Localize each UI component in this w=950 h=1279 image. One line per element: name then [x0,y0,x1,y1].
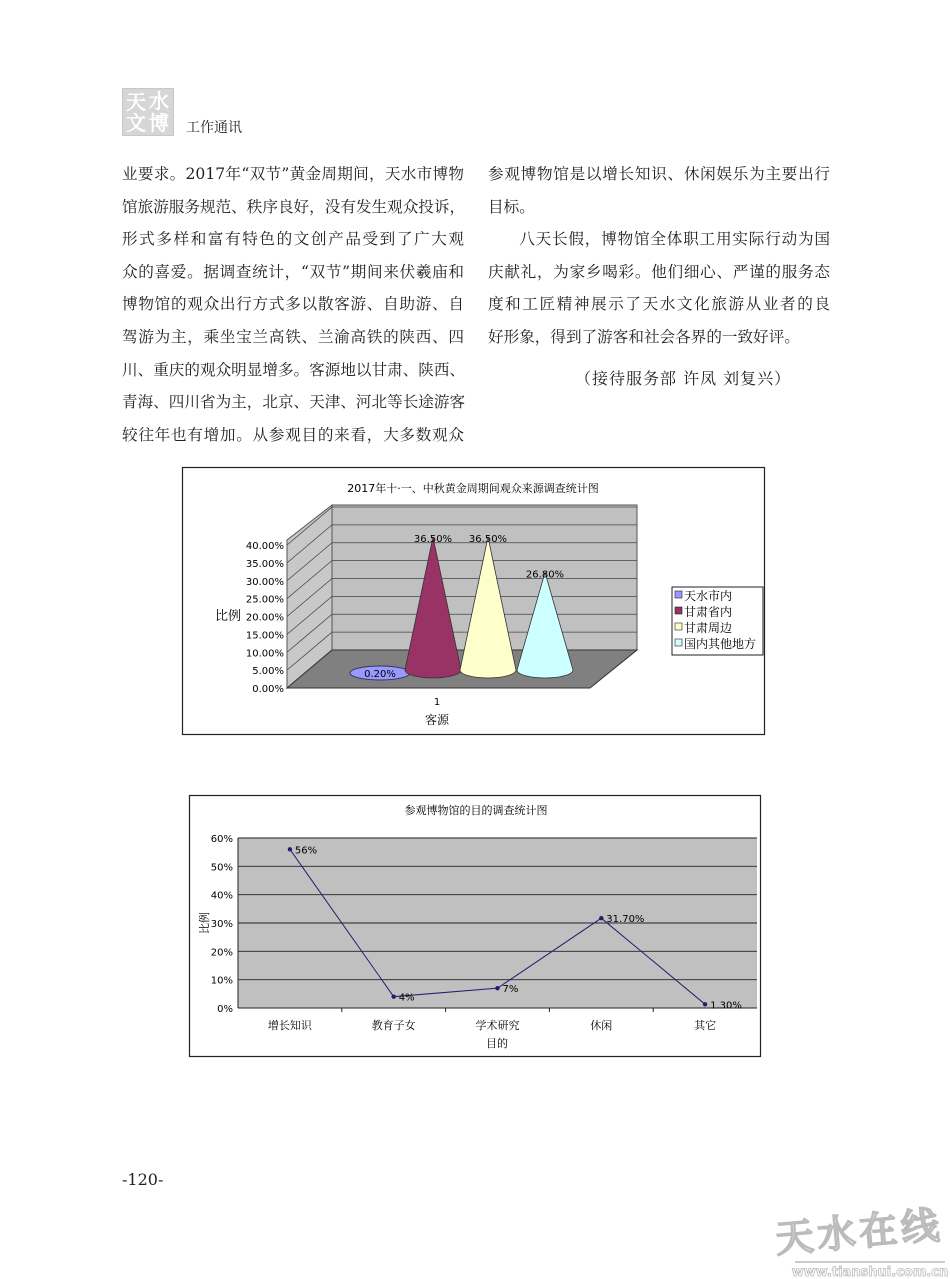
chart2-point [599,916,603,920]
text-line: 好形象，得到了游客和社会各界的一致好评。 [488,327,800,346]
text-line: 目标。 [488,197,535,216]
legend-item: 天水市内 [684,589,733,603]
chart1-ytick: 20.00% [245,612,284,624]
chart1-ytick: 5.00% [252,666,284,678]
signature: （接待服务部 许凤 刘复兴） [575,369,792,388]
chart1-ytick: 40.00% [245,541,284,552]
chart1-data-label: 36.50% [468,534,508,546]
chart2-ytick: 50% [210,862,233,874]
chart1-data-label: 36.50% [413,534,453,546]
legend-swatch [675,639,682,646]
legend-swatch [675,623,682,630]
section-title: 工作通讯 [186,120,242,136]
chart2-point [495,986,499,990]
text-line: 众的喜爱。据调查统计，“双节”期间来伏羲庙和 [122,262,464,281]
chart2-point [288,847,292,851]
svg-text:天水在线: 天水在线 [773,1202,945,1262]
chart2-data-label: 1.30% [710,1000,742,1012]
chart2-data-label: 7% [502,984,519,996]
chart2-ytick: 10% [210,975,233,987]
journal-logo: 天 水 文 博 [122,88,174,136]
chart1-data-label: 0.20% [364,669,396,680]
chart1-title: 2017年十·一、中秋黄金周期间观众来源调查统计图 [347,482,599,495]
text-line: 八天长假，博物馆全体职工用实际行动为国 [519,230,830,249]
chart1-xtick: 1 [433,697,441,708]
chart2-xlabel: 目的 [486,1037,508,1050]
text-line: 度和工匠精神展示了天水文化旅游从业者的良 [488,295,830,314]
chart2-data-label: 56% [294,845,318,857]
chart2-xtick: 增长知识 [267,1019,312,1032]
text-line: 馆旅游服务规范、秩序良好，没有发生观众投诉， [122,197,466,216]
chart1-xlabel: 客源 [424,713,450,727]
text-line: 青海、四川省为主，北京、天津、河北等长途游客 [122,393,466,412]
chart2-data-label: 4% [398,992,415,1004]
text-line: 参观博物馆是以增长知识、休闲娱乐为主要出行 [488,165,830,183]
legend-swatch [675,607,682,614]
legend-item: 国内其他地方 [684,637,757,651]
chart2-point [392,994,396,998]
text-line: 川、重庆的观众明显增多。客源地以甘肃、陕西、 [122,360,466,379]
chart1-ytick: 0.00% [252,684,284,695]
chart1-ytick: 35.00% [245,558,284,570]
chart2-data-label: 31.70% [606,914,645,926]
text-line: 庆献礼，为家乡喝彩。他们细心、严谨的服务态 [488,262,830,281]
text-line: 较往年也有增加。从参观目的来看，大多数观众 [122,425,464,444]
chart2-xtick: 学术研究 [475,1019,520,1032]
legend-swatch [675,591,682,598]
chart2-xtick: 其它 [694,1019,717,1032]
watermark-logo [770,1200,950,1279]
chart2-ytick: 40% [210,890,233,902]
chart2-point [703,1002,707,1006]
chart2-ytick: 30% [210,919,233,930]
chart1-ylabel: 比例 [215,609,242,624]
chart1-ytick: 30.00% [245,576,284,588]
text-line: 业要求。2017年“双节”黄金周期间，天水市博物 [122,165,464,183]
svg-text:www.tianshui.com.cn: www.tianshui.com.cn [791,1265,949,1279]
legend-item: 甘肃周边 [684,621,733,635]
chart2-ytick: 20% [210,947,233,959]
chart2-ylabel: 比例 [198,912,211,934]
text-line: 驾游为主，乘坐宝兰高铁、兰渝高铁的陕西、四 [122,327,464,346]
chart1-data-label: 26.80% [525,569,565,581]
chart1-ytick: 10.00% [245,648,284,660]
chart2-ytick: 0% [217,1004,233,1015]
chart2-ytick: 60% [210,834,233,845]
legend-item: 甘肃省内 [684,605,733,619]
page-number: -120- [122,1170,164,1189]
chart2-title: 参观博物馆的目的调查统计图 [404,804,548,817]
chart2-xtick: 教育子女 [371,1019,416,1032]
text-line: 博物馆的观众出行方式多以散客游、自助游、自 [122,295,464,314]
chart2-xtick: 休闲 [590,1019,613,1032]
chart1-ytick: 15.00% [245,630,284,642]
text-line: 形式多样和富有特色的文创产品受到了广大观 [122,230,464,249]
chart1-ytick: 25.00% [245,594,284,606]
